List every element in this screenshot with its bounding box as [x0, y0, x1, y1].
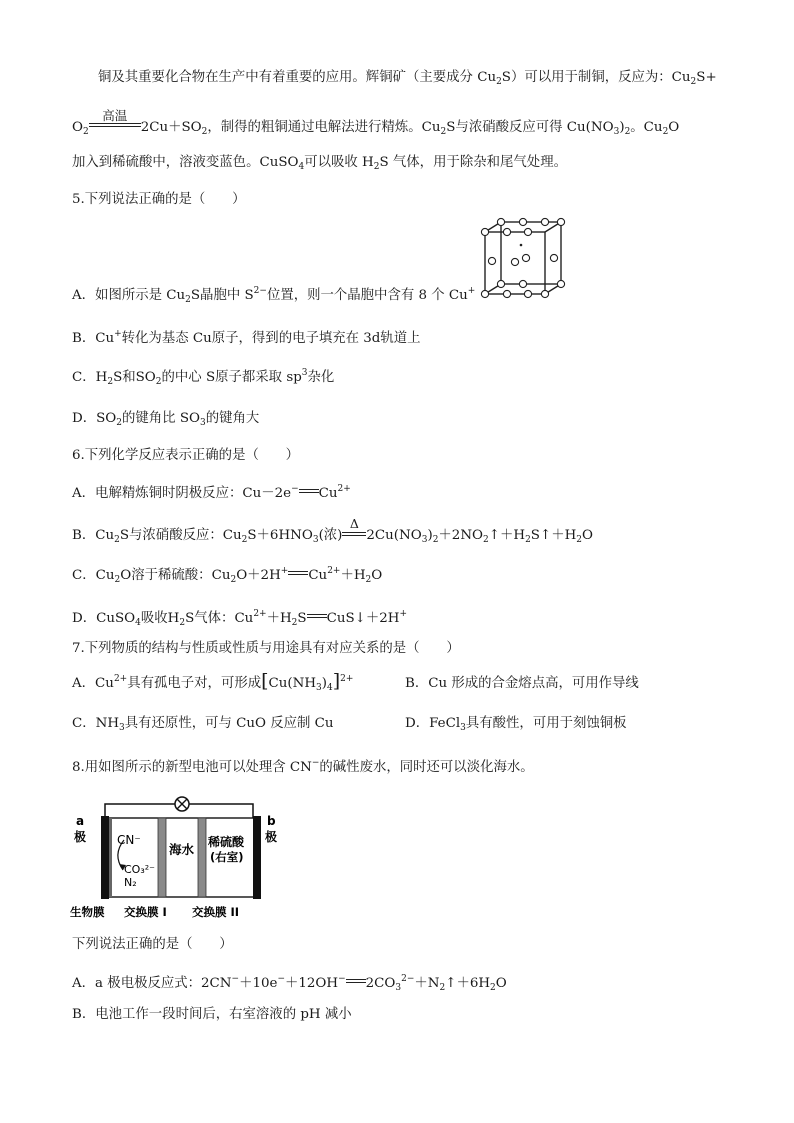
- sub: 2: [439, 983, 446, 993]
- sub: 3: [421, 535, 428, 545]
- sup: −: [291, 484, 299, 494]
- text: Cu(NH: [268, 676, 317, 691]
- text: A．Cu: [72, 676, 114, 691]
- intro-line-3: [72, 153, 567, 173]
- sub: 2: [185, 295, 191, 305]
- biofilm-layer: [109, 818, 112, 897]
- sub: 2: [432, 535, 439, 545]
- text: S: [297, 611, 307, 626]
- right-room-label: (右室): [210, 850, 244, 864]
- sub: 2: [373, 162, 380, 172]
- biofilm-label: 生物膜: [70, 905, 105, 919]
- high-temp-arrow: [89, 108, 141, 132]
- sup: +: [399, 609, 407, 619]
- equal-bar: [346, 974, 366, 988]
- text: 具有还原性，可与 CuO 反应制 Cu: [124, 716, 334, 731]
- text: 具有孤电子对，可形成: [127, 676, 262, 691]
- sub: 2: [624, 127, 631, 137]
- co3-label: CO₃²⁻: [124, 863, 155, 876]
- sub: 3: [119, 723, 125, 733]
- crystal-cell-diagram: [474, 216, 572, 302]
- sup: −: [231, 974, 240, 984]
- heat-arrow: [342, 516, 366, 540]
- sup: +: [114, 329, 122, 339]
- text: ＋H: [340, 568, 366, 583]
- b-pole-label: b: [267, 814, 276, 828]
- text: C．H: [72, 370, 108, 385]
- text: O: [668, 120, 680, 135]
- equal-bar: [89, 123, 141, 127]
- text: 。Cu: [630, 120, 663, 135]
- equal-bar: [299, 484, 319, 498]
- text: ＋2NO: [438, 528, 484, 543]
- sub: 3: [613, 127, 620, 137]
- text: 加入到稀硫酸中，溶液变蓝色。CuSO: [72, 155, 299, 170]
- text: O＋2H: [236, 568, 281, 583]
- battery-diagram: [66, 788, 300, 928]
- text: C．NH: [72, 716, 120, 731]
- sub: 2: [440, 127, 447, 137]
- sup: 2+: [337, 484, 351, 494]
- q6-option-c: [72, 566, 382, 586]
- text: ＋H: [266, 611, 292, 626]
- text: 具有酸性，可用于刻蚀铜板: [465, 716, 627, 731]
- electrode-a: [101, 816, 109, 899]
- a-pole-label: 极: [74, 830, 87, 844]
- text: 的键角比 SO: [122, 411, 200, 426]
- sub: 2: [230, 575, 237, 585]
- bulb-icon: [175, 797, 189, 811]
- text: A．如图所示是 Cu: [72, 288, 186, 303]
- text: 2Cu＋SO: [140, 120, 202, 135]
- text: S与浓硝酸反应可得 Cu(NO: [446, 120, 614, 135]
- text: ↑＋H: [488, 528, 526, 543]
- sub: 2: [365, 575, 372, 585]
- sub: 3: [312, 535, 319, 545]
- sup: 2+: [340, 674, 354, 684]
- sup: 2−: [401, 974, 415, 984]
- text: 8.用如图所示的新型电池可以处理含 CN: [72, 760, 312, 775]
- sub: 2: [490, 983, 496, 993]
- text: 转化为基态 Cu原子，得到的电子填充在 3d轨道上: [121, 331, 421, 346]
- text: O: [371, 568, 383, 583]
- sub: 2: [201, 127, 208, 137]
- bracket: ]: [332, 670, 341, 692]
- sub: 2: [241, 535, 248, 545]
- sub: 2: [179, 618, 186, 628]
- q7-option-d: [405, 714, 627, 734]
- sub: 4: [298, 162, 305, 172]
- sub: 2: [525, 535, 531, 545]
- sub: 2: [662, 127, 669, 137]
- sub: 2: [114, 575, 121, 585]
- q5-option-a: [72, 286, 475, 306]
- a-pole-label: a: [76, 814, 85, 828]
- text: S气体：Cu: [185, 611, 254, 626]
- sub: 2: [155, 377, 162, 387]
- q5-option-b: [72, 329, 421, 349]
- sup: 2+: [327, 566, 341, 576]
- condition: 高温: [102, 108, 128, 123]
- q8-option-a: [72, 974, 507, 994]
- equal-bar: [288, 566, 308, 580]
- text: 杂化: [307, 370, 335, 385]
- sub: 2: [116, 418, 123, 428]
- q5-stem: 5.下列说法正确的是（ ）: [72, 192, 246, 207]
- q8-stem-2: 下列说法正确的是（ ）: [72, 937, 233, 952]
- text: D．CuSO: [72, 611, 136, 626]
- sup: 2−: [253, 286, 267, 296]
- text: 可以吸收 H: [304, 155, 374, 170]
- sub: 2: [114, 535, 120, 545]
- text: S晶胞中 S: [190, 288, 254, 303]
- text: ，制得的粗铜通过电解法进行精炼。Cu: [207, 120, 441, 135]
- text: D．FeCl: [405, 716, 461, 731]
- sub: 2: [690, 77, 697, 87]
- text: 的键角大: [205, 411, 260, 426]
- bracket: [: [261, 670, 269, 692]
- exchange-membrane-1: [158, 818, 166, 897]
- q6-option-a: [72, 484, 351, 504]
- membrane-1-label: 交换膜 I: [124, 905, 167, 919]
- text: D．SO: [72, 411, 117, 426]
- text: 位置，则一个晶胞中含有 8 个 Cu: [266, 288, 468, 303]
- center-dot: [520, 244, 523, 247]
- q6-option-b: [72, 516, 593, 546]
- q5-option-c: [72, 368, 334, 388]
- sub: 3: [316, 683, 322, 693]
- q8-option-b: B．电池工作一段时间后，右室溶液的 pH 减小: [72, 1007, 352, 1022]
- text: ＋10e: [239, 976, 278, 991]
- sup: −: [338, 974, 346, 984]
- condition: Δ: [349, 516, 359, 531]
- text: S 气体，用于除杂和尾气处理。: [379, 155, 567, 170]
- text: C．Cu: [72, 568, 115, 583]
- text: 铜及其重要化合物在生产中有着重要的应用。辉铜矿（主要成分 Cu: [98, 70, 497, 85]
- text: CuS↓＋2H: [326, 611, 400, 626]
- sup: 3: [301, 368, 308, 378]
- text: (浓): [318, 528, 343, 543]
- q6-stem: 6.下列化学反应表示正确的是（ ）: [72, 448, 300, 463]
- text: S＋6HNO: [247, 528, 313, 543]
- text: 的中心 S原子都采取 sp: [161, 370, 302, 385]
- text: ＋12OH: [284, 976, 339, 991]
- intro-line-2: $O_2$ 高温 $2Cu+SO_2$，制得的粗铜通过电解法进行精炼。$Cu_2S$与浓硝酸反应可得 $Cu(NO_3)_2$。$Cu_2O$: [72, 108, 680, 137]
- text: Cu: [308, 568, 328, 583]
- text: A．电解精炼铜时阴极反应：Cu－2e: [72, 486, 292, 501]
- membrane-2-label: 交换膜 II: [192, 905, 240, 919]
- text: S）可以用于制铜，反应为：Cu: [501, 70, 691, 85]
- text: O: [582, 528, 593, 543]
- sup: +: [280, 566, 289, 576]
- sub: 2: [291, 618, 298, 628]
- intro-line-1: [98, 68, 717, 88]
- q7-option-c: [72, 714, 334, 734]
- text: Cu: [318, 486, 338, 501]
- sub: 2: [496, 77, 502, 87]
- sup: 2+: [113, 674, 128, 684]
- b-pole-label: 极: [265, 830, 278, 844]
- n2-label: N₂: [124, 876, 137, 889]
- sub: 2: [576, 535, 582, 545]
- text: ＋N: [414, 976, 440, 991]
- sup: 2+: [253, 609, 267, 619]
- sup: −: [311, 758, 320, 768]
- sub: 2: [483, 535, 489, 545]
- equal-bar: [307, 609, 327, 623]
- sub: 2: [107, 377, 114, 387]
- seawater-label: 海水: [169, 842, 195, 857]
- text: S与浓硝酸反应：Cu: [119, 528, 242, 543]
- text: S↑＋H: [530, 528, 577, 543]
- cn-label: CN⁻: [117, 833, 141, 847]
- sup: −: [277, 974, 285, 984]
- q7-option-a: [72, 670, 354, 694]
- text: B．Cu: [72, 331, 115, 346]
- text: O: [495, 976, 507, 991]
- sub: 3: [460, 723, 466, 733]
- acid-label: 稀硫酸: [208, 835, 245, 849]
- text: S和SO: [113, 370, 156, 385]
- equal-bar: [342, 532, 366, 536]
- text: S+: [696, 70, 717, 85]
- text: ): [619, 120, 625, 135]
- text: 吸收H: [140, 611, 180, 626]
- text: O溶于稀硫酸：Cu: [120, 568, 231, 583]
- sub: 4: [135, 618, 141, 628]
- q8-stem: [72, 758, 534, 778]
- sup: +: [467, 286, 476, 296]
- q5-option-d: [72, 409, 259, 429]
- q6-option-d: [72, 609, 407, 629]
- text: 的碱性废水，同时还可以淡化海水。: [319, 760, 534, 775]
- q7-option-b: B．Cu 形成的合金熔点高，可用作导线: [405, 676, 639, 691]
- sub: 3: [200, 418, 206, 428]
- exchange-membrane-2: [198, 818, 206, 897]
- text: A．a 极电极反应式：2CN: [72, 976, 232, 991]
- text: 2CO: [365, 976, 396, 991]
- electrode-b: [253, 816, 261, 899]
- q7-stem: 7.下列物质的结构与性质或性质与用途具有对应关系的是（ ）: [72, 641, 460, 656]
- sub: 3: [395, 983, 402, 993]
- text: ): [427, 528, 433, 543]
- sulfur-atoms: [481, 218, 564, 297]
- sub: 2: [82, 127, 89, 137]
- text: ): [321, 676, 328, 691]
- sub: 4: [327, 683, 333, 693]
- text: 2Cu(NO: [366, 528, 422, 543]
- text: B．Cu: [72, 528, 115, 543]
- text: ↑＋6H: [445, 976, 491, 991]
